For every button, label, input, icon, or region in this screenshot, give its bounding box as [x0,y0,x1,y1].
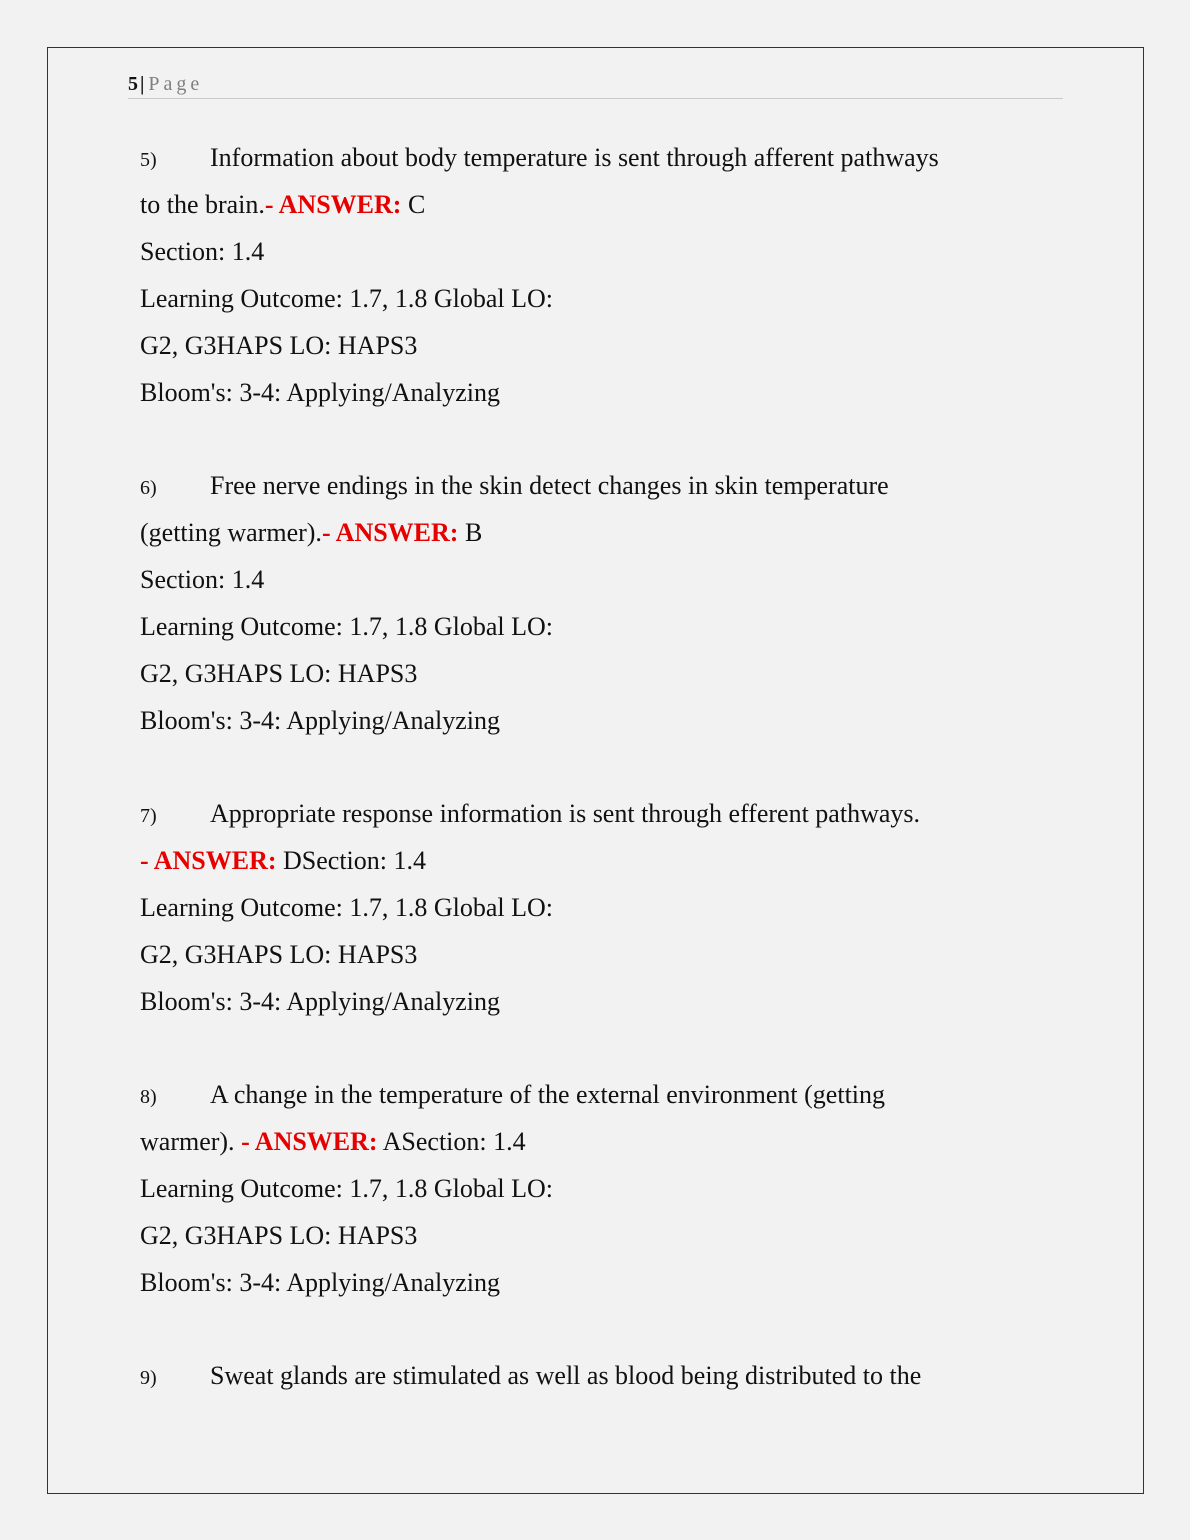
answer-label: - ANSWER: [264,190,402,219]
question-number: 6) [140,477,157,499]
question-block [140,1352,1040,1399]
blooms-line: Bloom's: 3-4: Applying/Analyzing [140,706,501,735]
spacer [140,1306,1040,1352]
blooms-line: Bloom's: 3-4: Applying/Analyzing [140,1268,501,1297]
question-text-continued: (getting warmer). [140,518,322,547]
question-text: Information about body temperature is sent through afferent pathways [210,143,939,172]
page-header [128,70,1063,99]
document-page [47,47,1144,1494]
answer-line [140,181,1040,228]
question-number: 7) [140,805,157,827]
global-lo-line: G2, G3HAPS LO: HAPS3 [140,940,418,969]
global-lo-line: G2, G3HAPS LO: HAPS3 [140,331,418,360]
answer-line [140,837,1040,884]
question-text: Free nerve endings in the skin detect changes in skin temperature [210,471,889,500]
learning-outcome-line: Learning Outcome: 1.7, 1.8 Global LO: [140,284,554,313]
question-number: 8) [140,1086,157,1108]
document-body [140,134,1040,1399]
question-line [140,1352,1040,1399]
question-block [140,134,1040,416]
answer-line [140,1118,1040,1165]
question-text: Sweat glands are stimulated as well as blood being distributed to the [210,1361,922,1390]
global-lo-line: G2, G3HAPS LO: HAPS3 [140,1221,418,1250]
question-number: 9) [140,1367,157,1389]
answer-value: DSection: 1.4 [276,846,427,875]
learning-outcome-line: Learning Outcome: 1.7, 1.8 Global LO: [140,1174,554,1203]
question-line [140,462,1040,509]
spacer [140,1025,1040,1071]
section-line: Section: 1.4 [140,565,265,594]
answer-label: - ANSWER: [241,1127,378,1156]
answer-label: - ANSWER: [321,518,459,547]
answer-label: - ANSWER: [140,846,277,875]
question-text-continued: to the brain. [140,190,265,219]
answer-line [140,509,1040,556]
question-text-continued: warmer). [140,1127,242,1156]
question-line [140,790,1040,837]
header-separator: | [140,73,145,95]
blooms-line: Bloom's: 3-4: Applying/Analyzing [140,378,501,407]
question-text: Appropriate response information is sent through efferent pathways. [210,799,920,828]
blooms-line: Bloom's: 3-4: Applying/Analyzing [140,987,501,1016]
answer-value: C [401,190,426,219]
answer-value: B [458,518,483,547]
section-line: Section: 1.4 [140,237,265,266]
global-lo-line: G2, G3HAPS LO: HAPS3 [140,659,418,688]
question-line [140,134,1040,181]
question-text: A change in the temperature of the external environment (getting [210,1080,886,1109]
question-block [140,462,1040,744]
question-number: 5) [140,149,157,171]
learning-outcome-line: Learning Outcome: 1.7, 1.8 Global LO: [140,893,554,922]
page-number: 5 [128,73,138,95]
answer-value: ASection: 1.4 [377,1127,526,1156]
spacer [140,416,1040,462]
spacer [140,744,1040,790]
question-line [140,1071,1040,1118]
question-block [140,790,1040,1025]
page-label: Page [148,73,204,95]
learning-outcome-line: Learning Outcome: 1.7, 1.8 Global LO: [140,612,554,641]
question-block [140,1071,1040,1306]
